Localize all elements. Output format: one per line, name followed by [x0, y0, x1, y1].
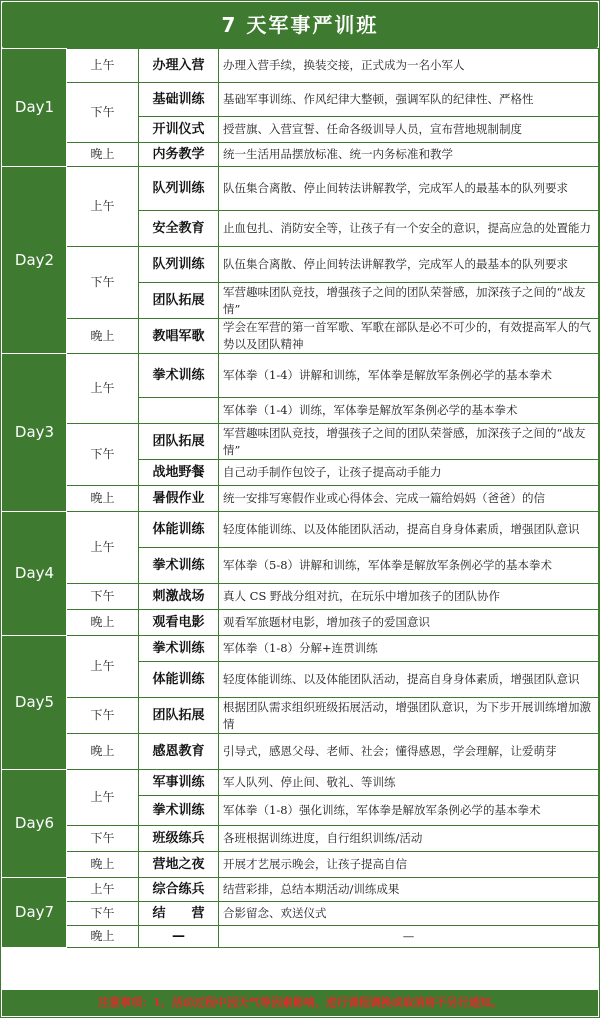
activity-description: 观看军旅题材电影，增加孩子的爱国意识	[219, 610, 599, 636]
activity-description: 开展才艺展示晚会，让孩子提高自信	[219, 852, 599, 878]
schedule-row	[3, 584, 599, 610]
period-label: 晚上	[67, 734, 139, 770]
period-label: 下午	[67, 826, 139, 852]
activity-description: 统一安排写寒假作业或心得体会、完成一篇给妈妈（爸爸）的信	[219, 486, 599, 512]
schedule-row	[3, 610, 599, 636]
activity-description: 军营趣味团队竞技，增强孩子之间的团队荣誉感，加深孩子之间的“战友情”	[219, 424, 599, 460]
activity-name: 体能训练	[139, 662, 219, 698]
activity-name: 战地野餐	[139, 460, 219, 486]
activity-name: 拳术训练	[139, 354, 219, 398]
activity-description: 轻度体能训练、以及体能团队活动，提高自身身体素质，增强团队意识	[219, 662, 599, 698]
activity-name: 开训仪式	[139, 117, 219, 143]
schedule-row	[3, 143, 599, 167]
activity-description: 军体拳（1-8）强化训练，军体拳是解放军条例必学的基本拳术	[219, 796, 599, 826]
period-label: 下午	[67, 584, 139, 610]
activity-description: 统一生活用品摆放标准、统一内务标准和教学	[219, 143, 599, 167]
activity-description: —	[219, 926, 599, 948]
period-label: 上午	[67, 512, 139, 584]
period-label: 晚上	[67, 852, 139, 878]
activity-name: 团队拓展	[139, 424, 219, 460]
period-label: 上午	[67, 636, 139, 698]
activity-name: 体能训练	[139, 512, 219, 548]
day-label: Day7	[3, 878, 67, 948]
schedule-row	[3, 512, 599, 548]
schedule-row	[3, 902, 599, 926]
schedule-row	[3, 354, 599, 398]
schedule-row	[3, 826, 599, 852]
schedule-row	[3, 167, 599, 211]
activity-description: 队伍集合离散、停止间转法讲解教学，完成军人的最基本的队列要求	[219, 247, 599, 283]
period-label: 下午	[67, 902, 139, 926]
period-label: 晚上	[67, 610, 139, 636]
activity-name	[139, 398, 219, 424]
activity-name: 班级练兵	[139, 826, 219, 852]
schedule-table	[2, 48, 599, 948]
period-label: 上午	[67, 878, 139, 902]
day-label: Day6	[3, 770, 67, 878]
schedule-row	[3, 247, 599, 283]
day-label: Day5	[3, 636, 67, 770]
activity-description: 军体拳（1-8）分解+连贯训练	[219, 636, 599, 662]
schedule-row	[3, 770, 599, 796]
activity-description: 军营趣味团队竞技，增强孩子之间的团队荣誉感，加深孩子之间的“战友情”	[219, 283, 599, 319]
activity-name: 观看电影	[139, 610, 219, 636]
period-label: 下午	[67, 83, 139, 143]
activity-name: 军事训练	[139, 770, 219, 796]
activity-name: 拳术训练	[139, 548, 219, 584]
activity-name: 拳术训练	[139, 796, 219, 826]
activity-name: 刺激战场	[139, 584, 219, 610]
schedule-row	[3, 319, 599, 354]
period-label: 下午	[67, 247, 139, 319]
activity-description: 合影留念、欢送仪式	[219, 902, 599, 926]
period-label: 上午	[67, 167, 139, 247]
activity-description: 止血包扎、消防安全等，让孩子有一个安全的意识，提高应急的处置能力	[219, 211, 599, 247]
period-label: 上午	[67, 354, 139, 424]
schedule-row	[3, 424, 599, 460]
activity-description: 根据团队需求组织班级拓展活动，增强团队意识，为下步开展训练增加激情	[219, 698, 599, 734]
page-title: 7 天军事严训班	[2, 2, 598, 48]
day-label: Day2	[3, 167, 67, 354]
period-label: 晚上	[67, 926, 139, 948]
activity-name: 办理入营	[139, 49, 219, 83]
activity-description: 学会在军营的第一首军歌、军歌在部队是必不可少的，有效提高军人的气势以及团队精神	[219, 319, 599, 354]
day-label: Day3	[3, 354, 67, 512]
schedule-row	[3, 698, 599, 734]
activity-description: 基础军事训练、作风纪律大整顿，强调军队的纪律性、严格性	[219, 83, 599, 117]
day-label: Day4	[3, 512, 67, 636]
period-label: 晚上	[67, 486, 139, 512]
schedule-row	[3, 734, 599, 770]
activity-name: —	[139, 926, 219, 948]
activity-name: 基础训练	[139, 83, 219, 117]
schedule-row	[3, 926, 599, 948]
activity-description: 军体拳（1-4）讲解和训练，军体拳是解放军条例必学的基本拳术	[219, 354, 599, 398]
period-label: 晚上	[67, 143, 139, 167]
activity-name: 安全教育	[139, 211, 219, 247]
activity-name: 教唱军歌	[139, 319, 219, 354]
activity-name: 队列训练	[139, 247, 219, 283]
activity-name: 结 营	[139, 902, 219, 926]
activity-description: 自己动手制作包饺子，让孩子提高动手能力	[219, 460, 599, 486]
period-label: 晚上	[67, 319, 139, 354]
activity-description: 引导式，感恩父母、老师、社会；懂得感恩，学会理解，让爱萌芽	[219, 734, 599, 770]
period-label: 下午	[67, 698, 139, 734]
schedule-row	[3, 49, 599, 83]
activity-description: 军人队列、停止间、敬礼、等训练	[219, 770, 599, 796]
period-label: 下午	[67, 424, 139, 486]
activity-name: 感恩教育	[139, 734, 219, 770]
activity-description: 各班根据训练进度，自行组织训练/活动	[219, 826, 599, 852]
notice-text: 注意事项：1、活动过程中因天气等因素影响，进行课程调换或取消将不另行通知。	[2, 990, 598, 1016]
activity-name: 拳术训练	[139, 636, 219, 662]
activity-name: 综合练兵	[139, 878, 219, 902]
activity-description: 军体拳（5-8）讲解和训练，军体拳是解放军条例必学的基本拳术	[219, 548, 599, 584]
activity-description: 队伍集合离散、停止间转法讲解教学，完成军人的最基本的队列要求	[219, 167, 599, 211]
activity-name: 内务教学	[139, 143, 219, 167]
activity-description: 办理入营手续，换装交接，正式成为一名小军人	[219, 49, 599, 83]
activity-name: 团队拓展	[139, 283, 219, 319]
activity-description: 军体拳（1-4）训练，军体拳是解放军条例必学的基本拳术	[219, 398, 599, 424]
activity-description: 真人 CS 野战分组对抗，在玩乐中增加孩子的团队协作	[219, 584, 599, 610]
period-label: 上午	[67, 770, 139, 826]
schedule-row	[3, 486, 599, 512]
period-label: 上午	[67, 49, 139, 83]
schedule-row	[3, 83, 599, 117]
activity-name: 队列训练	[139, 167, 219, 211]
activity-description: 结营彩排，总结本期活动/训练成果	[219, 878, 599, 902]
schedule-row	[3, 636, 599, 662]
activity-name: 暑假作业	[139, 486, 219, 512]
schedule-row	[3, 852, 599, 878]
activity-description: 授营旗、入营宣誓、任命各级训导人员，宣布营地规制制度	[219, 117, 599, 143]
day-label: Day1	[3, 49, 67, 167]
schedule-row	[3, 878, 599, 902]
activity-description: 轻度体能训练、以及体能团队活动，提高自身身体素质，增强团队意识	[219, 512, 599, 548]
activity-name: 团队拓展	[139, 698, 219, 734]
activity-name: 营地之夜	[139, 852, 219, 878]
